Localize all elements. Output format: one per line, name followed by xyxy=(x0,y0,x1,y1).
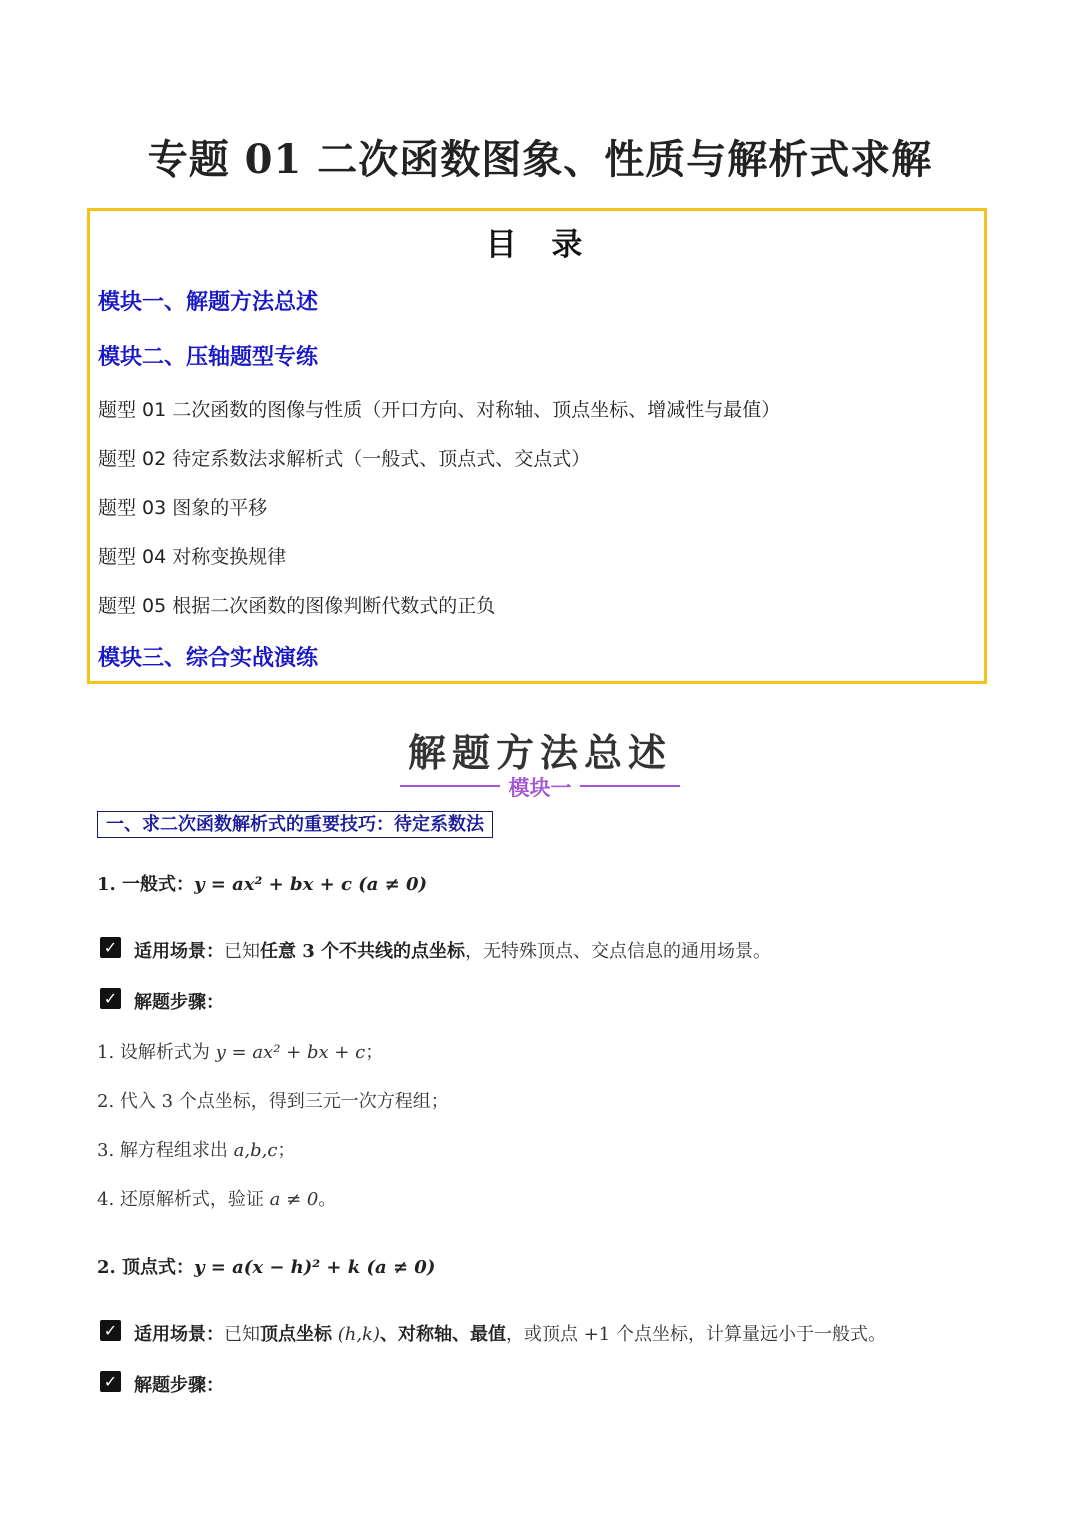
step-math: y = ax² + bx + c xyxy=(215,1042,366,1063)
general-form-formula: y = ax² + bx + c (a ≠ 0) xyxy=(194,874,428,895)
scene-label: 适用场景： xyxy=(134,1324,224,1345)
scene-math: (h,k) xyxy=(332,1324,380,1345)
section-title: 解题方法总述 xyxy=(407,731,672,775)
general-step-3 xyxy=(97,1136,295,1162)
scene-bold: 任意 3 个不共线的点坐标 xyxy=(260,941,466,962)
toc-heading: 目 录 xyxy=(485,227,595,263)
scene-bold: 、对称轴、最值 xyxy=(380,1324,506,1345)
checkbox-checked-icon: ✓ xyxy=(100,1371,121,1392)
toc-type-05-link[interactable]: 题型 05 根据二次函数的图像判断代数式的正负 xyxy=(98,595,496,617)
general-step-1 xyxy=(97,1038,383,1064)
scene-post: ，或顶点 +1 个点坐标，计算量远小于一般式。 xyxy=(506,1324,886,1345)
general-steps-label xyxy=(134,988,224,1014)
vertex-form-formula: y = a(x − h)² + k (a ≠ 0) xyxy=(194,1257,436,1278)
step-text: 1. 设解析式为 xyxy=(97,1042,216,1063)
vertex-form-heading xyxy=(97,1253,435,1279)
step-end: ； xyxy=(277,1140,296,1161)
checkbox-checked-icon: ✓ xyxy=(100,1320,121,1341)
step-end: ； xyxy=(365,1042,384,1063)
boxed-heading: 一、求二次函数解析式的重要技巧：待定系数法 xyxy=(97,811,493,838)
table-of-contents xyxy=(87,208,987,684)
toc-type-03-link[interactable]: 题型 03 图象的平移 xyxy=(98,497,268,519)
toc-type-01-link[interactable]: 题型 01 二次函数的图像与性质（开口方向、对称轴、顶点坐标、增减性与最值） xyxy=(98,399,781,421)
step-math: a ≠ 0 xyxy=(269,1189,319,1210)
toc-module-3-link[interactable]: 模块三、综合实战演练 xyxy=(98,646,319,671)
scene-bold: 顶点坐标 xyxy=(260,1324,332,1345)
scene-post: ，无特殊顶点、交点信息的通用场景。 xyxy=(465,941,772,962)
general-scene xyxy=(134,937,771,963)
toc-type-02-link[interactable]: 题型 02 待定系数法求解析式（一般式、顶点式、交点式） xyxy=(98,448,591,470)
vertex-steps-label xyxy=(134,1371,224,1397)
steps-label: 解题步骤： xyxy=(134,992,224,1013)
step-text: 4. 还原解析式，验证 xyxy=(97,1189,270,1210)
general-form-label: 1. 一般式： xyxy=(97,874,195,895)
vertex-scene xyxy=(134,1320,886,1346)
steps-label: 解题步骤： xyxy=(134,1375,224,1396)
scene-pre: 已知 xyxy=(224,1324,260,1345)
checkbox-checked-icon: ✓ xyxy=(100,988,121,1009)
general-step-2: 2. 代入 3 个点坐标，得到三元一次方程组； xyxy=(97,1091,449,1112)
scene-label: 适用场景： xyxy=(134,941,224,962)
step-text: 3. 解方程组求出 xyxy=(97,1140,234,1161)
step-end: 。 xyxy=(318,1189,337,1210)
general-form-heading xyxy=(97,870,427,896)
section-subtitle: 模块一 xyxy=(508,776,572,800)
checkbox-checked-icon: ✓ xyxy=(100,937,121,958)
toc-type-04-link[interactable]: 题型 04 对称变换规律 xyxy=(98,546,287,568)
page-title: 专题 01 二次函数图象、性质与解析式求解 xyxy=(147,136,933,183)
toc-module-2-link[interactable]: 模块二、压轴题型专练 xyxy=(98,345,319,370)
toc-module-1-link[interactable]: 模块一、解题方法总述 xyxy=(98,290,319,315)
vertex-form-label: 2. 顶点式： xyxy=(97,1257,195,1278)
general-step-4 xyxy=(97,1185,336,1211)
step-math: a,b,c xyxy=(233,1140,278,1161)
scene-pre: 已知 xyxy=(224,941,260,962)
